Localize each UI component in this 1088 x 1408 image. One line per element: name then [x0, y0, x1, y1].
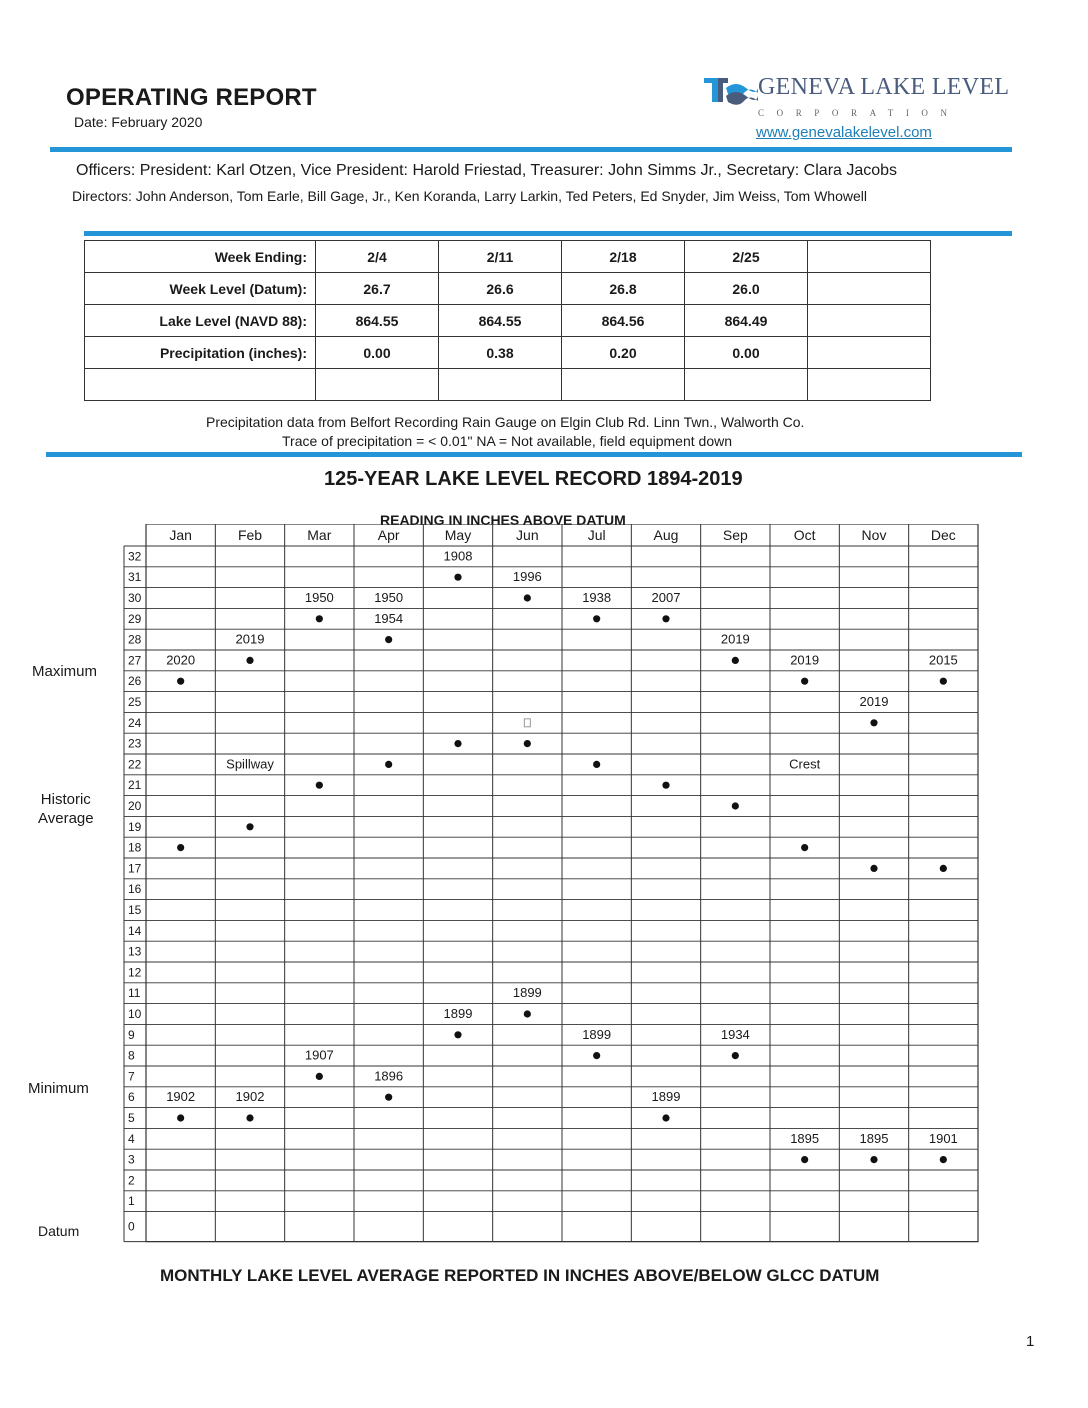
- trace-note: Trace of precipitation = < 0.01" NA = Not available, field equipment down: [282, 433, 732, 449]
- point-historic-average-feb: [246, 823, 253, 830]
- point-minimum-mar: [316, 1073, 323, 1080]
- month-header-jan: Jan: [169, 527, 192, 543]
- row-label-28: 28: [128, 632, 142, 647]
- row-label-25: 25: [128, 695, 142, 709]
- report-date: Date: February 2020: [74, 114, 203, 130]
- year-label-maximum-mar: 1950: [304, 590, 334, 605]
- table-cell: [685, 369, 808, 401]
- table-cell: 0.00: [316, 337, 439, 369]
- point-minimum-feb: [246, 1114, 253, 1121]
- point-minimum-jun: [524, 1010, 531, 1017]
- annotation-crest: Crest: [789, 756, 821, 772]
- year-label-minimum-oct: 1895: [790, 1130, 820, 1146]
- point-maximum-may: [454, 574, 461, 581]
- table-cell: [316, 369, 439, 401]
- year-label-maximum-jan: 2020: [166, 652, 196, 668]
- month-header-sep: Sep: [722, 527, 748, 543]
- row-label-13: 13: [128, 944, 142, 959]
- row-label-21: 21: [128, 778, 142, 793]
- point-minimum-nov: [870, 1156, 877, 1163]
- point-historic-average-jul: [593, 761, 600, 768]
- row-label-8: 8: [128, 1048, 135, 1063]
- table-cell: [808, 369, 931, 401]
- point-maximum-dec: [940, 678, 947, 685]
- year-label-maximum-oct: 2019: [790, 652, 820, 668]
- table-cell: 26.7: [316, 273, 439, 305]
- year-label-minimum-nov: 1895: [859, 1130, 889, 1146]
- year-label-minimum-aug: 1899: [651, 1089, 681, 1105]
- row-label-29: 29: [128, 611, 142, 626]
- row-label-14: 14: [128, 923, 142, 938]
- month-header-may: May: [444, 527, 472, 543]
- row-label-26: 26: [128, 674, 142, 689]
- point-historic-average-oct: [801, 844, 808, 851]
- logo-mark-icon: [704, 74, 758, 106]
- annotation-1950: 1950: [374, 590, 404, 605]
- month-header-nov: Nov: [861, 527, 887, 543]
- row-label-9: 9: [128, 1027, 135, 1042]
- website-link[interactable]: www.genevalakelevel.com: [756, 124, 932, 141]
- table-cell: 864.55: [316, 305, 439, 337]
- point-historic-average-nov: [870, 865, 877, 872]
- point-historic-average-jun: [524, 740, 531, 747]
- point-minimum-jul: [593, 1052, 600, 1059]
- row-label: Week Level (Datum):: [85, 273, 316, 305]
- month-header-feb: Feb: [237, 527, 263, 543]
- point-minimum-aug: [662, 1114, 669, 1121]
- officers-line: Officers: President: Karl Otzen, Vice President: Harold Friestad, Treasurer: John Simms Jr., Secretary: Clara Jacobs: [76, 162, 898, 179]
- table-row: [85, 369, 931, 401]
- row-label: [85, 369, 316, 401]
- lake-level-record-chart: [98, 524, 988, 1264]
- maximum-label: Maximum: [32, 663, 98, 680]
- month-header-jul: Jul: [587, 527, 606, 543]
- point-historic-average-apr: [385, 761, 392, 768]
- page-number: 1: [1026, 1333, 1035, 1350]
- month-header-jun: Jun: [516, 527, 539, 543]
- row-label-2: 2: [128, 1173, 135, 1188]
- year-label-maximum-may: 1908: [443, 548, 473, 564]
- record-subtitle: READING IN INCHES ABOVE DATUM: [380, 512, 626, 528]
- logo-corporation: CORPORATION: [758, 108, 960, 118]
- point-historic-average-sep: [732, 802, 739, 809]
- point-minimum-apr: [385, 1094, 392, 1101]
- row-label: Precipitation (inches):: [85, 337, 316, 369]
- year-label-minimum-jun: 1899: [512, 985, 542, 1001]
- row-label-32: 32: [128, 549, 142, 564]
- row-label-18: 18: [128, 840, 142, 855]
- year-label-minimum-may: 1899: [443, 1006, 473, 1021]
- row-label-23: 23: [128, 736, 142, 751]
- table-cell: [808, 241, 931, 273]
- point-minimum-sep: [732, 1052, 739, 1059]
- point-maximum-jul: [593, 615, 600, 622]
- table-cell: 864.56: [562, 305, 685, 337]
- point-maximum-sep: [732, 657, 739, 664]
- precipitation-note: Precipitation data from Belfort Recording Rain Gauge on Elgin Club Rd. Linn Twn., Walworth Co.: [206, 414, 805, 430]
- year-label-maximum-dec: 2015: [928, 652, 958, 668]
- historic-average-label: [38, 790, 94, 828]
- weekly-level-table: [84, 240, 931, 401]
- year-label-maximum-nov: 2019: [859, 694, 889, 709]
- year-label-maximum-apr: 1954: [374, 610, 404, 626]
- table-row: [85, 273, 931, 305]
- divider-rule: [50, 147, 1012, 152]
- row-label-22: 22: [128, 757, 142, 772]
- table-cell: 864.55: [439, 305, 562, 337]
- row-label-6: 6: [128, 1090, 135, 1105]
- table-cell: 864.49: [685, 305, 808, 337]
- point-maximum-apr: [385, 636, 392, 643]
- year-label-maximum-aug: 2007: [651, 590, 681, 605]
- row-label-0: 0: [128, 1219, 135, 1234]
- row-label-5: 5: [128, 1111, 135, 1125]
- row-label-30: 30: [128, 591, 142, 605]
- year-label-minimum-apr: 1896: [374, 1068, 404, 1084]
- table-cell: 2/11: [439, 241, 562, 273]
- table-cell: [562, 369, 685, 401]
- point-maximum-oct: [801, 678, 808, 685]
- row-label-12: 12: [128, 965, 142, 980]
- point-historic-average-mar: [316, 782, 323, 789]
- table-cell: 26.0: [685, 273, 808, 305]
- table-cell: [808, 305, 931, 337]
- record-title: 125-YEAR LAKE LEVEL RECORD 1894-2019: [324, 468, 743, 490]
- minimum-label: Minimum: [28, 1080, 89, 1097]
- row-label-16: 16: [128, 882, 142, 897]
- point-maximum-feb: [246, 657, 253, 664]
- year-label-minimum-dec: 1901: [928, 1130, 958, 1146]
- divider-rule: [84, 231, 1012, 236]
- row-label-1: 1: [128, 1194, 135, 1209]
- row-label-31: 31: [128, 570, 142, 585]
- row-label-3: 3: [128, 1152, 135, 1167]
- table-cell: 0.00: [685, 337, 808, 369]
- point-historic-average-dec: [940, 865, 947, 872]
- month-header-mar: Mar: [307, 527, 332, 543]
- month-header-apr: Apr: [377, 527, 400, 543]
- point-minimum-oct: [801, 1156, 808, 1163]
- company-logo: [704, 72, 1010, 152]
- row-label-19: 19: [128, 819, 142, 834]
- annotation-spillway: Spillway: [226, 756, 274, 772]
- point-minimum-jan: [177, 1114, 184, 1121]
- year-label-minimum-feb: 1902: [235, 1089, 265, 1105]
- year-label-maximum-feb: 2019: [235, 631, 265, 647]
- historic-label-line: Historic: [40, 791, 91, 808]
- year-label-minimum-jul: 1899: [582, 1026, 612, 1042]
- directors-line: Directors: John Anderson, Tom Earle, Bill Gage, Jr., Ken Koranda, Larry Larkin, Ted Peters, Ed Snyder, Jim Weiss, Tom Whowell: [72, 188, 867, 204]
- table-cell: 0.20: [562, 337, 685, 369]
- row-label-15: 15: [128, 903, 142, 917]
- row-label-27: 27: [128, 653, 142, 668]
- point-historic-average-aug: [662, 782, 669, 789]
- row-label: Week Ending:: [85, 241, 316, 273]
- logo-name: GENEVA LAKE LEVEL: [758, 74, 1010, 100]
- table-cell: [439, 369, 562, 401]
- table-cell: 2/25: [685, 241, 808, 273]
- divider-rule: [46, 452, 1022, 457]
- point-minimum-dec: [940, 1156, 947, 1163]
- table-cell: 26.6: [439, 273, 562, 305]
- row-label-10: 10: [128, 1007, 142, 1021]
- point-maximum-aug: [662, 615, 669, 622]
- month-header-aug: Aug: [653, 527, 679, 543]
- month-header-dec: Dec: [930, 527, 956, 543]
- year-label-minimum-jan: 1902: [166, 1089, 196, 1105]
- datum-label: Datum: [38, 1223, 80, 1239]
- point-maximum-mar: [316, 615, 323, 622]
- average-label-line: Average: [38, 810, 94, 827]
- table-row: [85, 337, 931, 369]
- report-title: OPERATING REPORT: [66, 84, 317, 111]
- point-historic-average-may: [454, 740, 461, 747]
- point-maximum-nov: [870, 719, 877, 726]
- point-maximum-jan: [177, 678, 184, 685]
- row-label-17: 17: [128, 861, 142, 876]
- point-maximum-jun: [524, 594, 531, 601]
- table-row: [85, 241, 931, 273]
- row-label: Lake Level (NAVD 88):: [85, 305, 316, 337]
- table-cell: 2/18: [562, 241, 685, 273]
- table-cell: 26.8: [562, 273, 685, 305]
- table-cell: [808, 337, 931, 369]
- point-minimum-may: [454, 1031, 461, 1038]
- year-label-maximum-sep: 2019: [720, 631, 750, 647]
- record-footer: MONTHLY LAKE LEVEL AVERAGE REPORTED IN INCHES ABOVE/BELOW GLCC DATUM: [160, 1266, 880, 1285]
- year-label-minimum-mar: 1907: [304, 1047, 334, 1063]
- table-row: [85, 305, 931, 337]
- row-label-11: 11: [128, 986, 141, 1001]
- point-historic-average-jan: [177, 844, 184, 851]
- table-cell: 0.38: [439, 337, 562, 369]
- month-header-oct: Oct: [793, 527, 816, 543]
- table-cell: 2/4: [316, 241, 439, 273]
- year-label-maximum-jun: 1996: [512, 569, 542, 585]
- row-label-24: 24: [128, 715, 142, 730]
- row-label-7: 7: [128, 1069, 135, 1084]
- year-label-minimum-sep: 1934: [720, 1026, 750, 1042]
- table-cell: [808, 273, 931, 305]
- year-label-maximum-jul: 1938: [582, 590, 612, 605]
- row-label-20: 20: [128, 799, 142, 813]
- row-label-4: 4: [128, 1131, 135, 1146]
- hollow-mark: [524, 719, 530, 727]
